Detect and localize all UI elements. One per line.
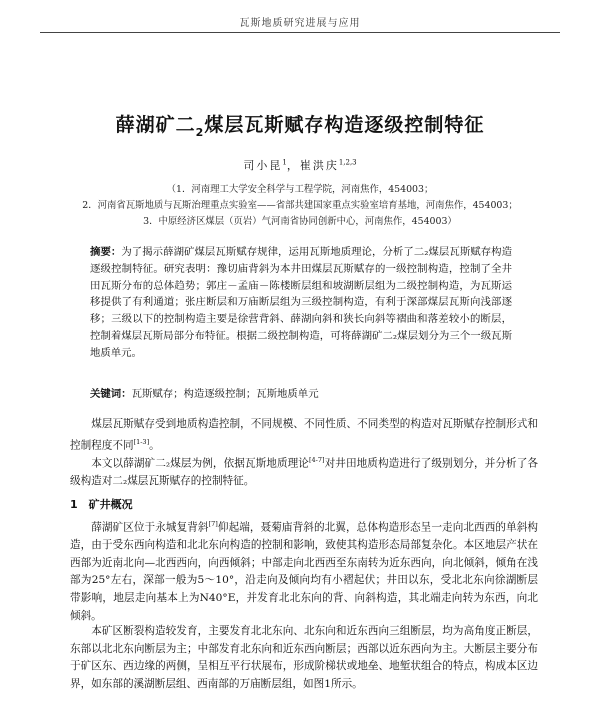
- authors: [40, 157, 560, 173]
- affiliation-3: 3．中原经济区煤层（页岩）气河南省协同创新中心，河南焦作，454003）: [143, 216, 457, 227]
- running-head: 瓦斯地质研究进展与应用: [239, 18, 361, 29]
- author-1: 司小昆: [243, 159, 283, 172]
- s1-p1-text: 薛湖矿区位于永城复背斜: [91, 521, 209, 534]
- title-main: 薛湖矿二: [115, 114, 196, 136]
- citation: [4-7]: [308, 456, 325, 464]
- section-heading: 1 矿井概况: [70, 498, 133, 511]
- abstract-label: 摘要：: [90, 246, 122, 258]
- abstract: [90, 244, 512, 362]
- title-rest: 煤层瓦斯赋存构造逐级控制特征: [204, 114, 485, 136]
- intro-paragraph-2: [70, 452, 538, 491]
- keywords-text: 瓦斯赋存；构造逐级控制；瓦斯地质单元: [131, 388, 319, 400]
- section1-paragraph-1: [70, 516, 538, 625]
- s1-p1-end: 仰起端，聂菊庙背斜的北翼，总体构造形态呈一走向北西西的单斜构造，由于受东西向构造和北北东向构造的控制和影响，致使其构造形态局部复杂化。本区地层产状在西部为近南北向—北西西向，向西倾斜；中部走向北西西至东南转为近东西向，向北倾斜，倾角在浅部为25°左右，深部一般为5～10°，沿走向及倾向均有小褶起伏；井田以东，受北北东向徐湖断层带影响，地层走向基本上为N40°E，并发育北北东向的背、向斜构造，其北端走向转为东西，向北倾斜。: [70, 521, 539, 622]
- intro-p1-text: 煤层瓦斯赋存受到地质构造控制，不同规模、不同性质、不同类型的构造对瓦斯赋存控制形式和控制程度不同: [70, 418, 538, 452]
- author-2: 崔洪庆: [299, 159, 339, 172]
- title-subscript: 2: [195, 125, 205, 139]
- intro-p1-end: 。: [149, 439, 160, 452]
- intro-paragraph-1: [70, 416, 538, 455]
- intro-p2-end: 对井田地质构造进行了级别划分，并分析了各级构造对二₂煤层瓦斯赋存的控制特征。: [70, 457, 538, 488]
- author-separator: ，: [286, 159, 300, 172]
- author-2-affil: 1,2,3: [338, 158, 357, 167]
- citation: [1-3]: [133, 437, 150, 446]
- affiliation-1: （1．河南理工大学安全科学与工程学院，河南焦作，454003；: [166, 184, 434, 195]
- affiliation-2: 2．河南省瓦斯地质与瓦斯治理重点实验室——省部共建国家重点实验室培育基地，河南焦作，454003；: [82, 200, 518, 211]
- author-1-affil: 1: [282, 158, 287, 167]
- paper-title: [40, 110, 560, 139]
- intro-p2-text: 本文以薛湖矿二₂煤层为例，依据瓦斯地质理论: [91, 457, 309, 470]
- header-rule: [40, 32, 560, 33]
- abstract-text: 为了揭示薛湖矿煤层瓦斯赋存规律，运用瓦斯地质理论，分析了二₂煤层瓦斯赋存构造逐级控制特征。研究表明：豫切庙背斜为本井田煤层瓦斯赋存的一级控制构造，控制了全井田瓦斯分布的总体趋势；郭庄－孟庙－陈楼断层组和坡湖断层组为二级控制构造，为瓦斯运移提供了有利通道；张庄断层和万庙断层组为三级控制构造，有利于深部煤层瓦斯向浅部逐移；三级以下的控制构造主要是徐营背斜、薛湖向斜和狭长向斜等褶曲和落差较小的断层，控制着煤层瓦斯局部分布特征。根据二级控制构造，可将薛湖矿二₂煤层划分为三个一级瓦斯地质单元。: [90, 246, 512, 359]
- keywords: [90, 385, 512, 400]
- citation: [7]: [208, 520, 218, 528]
- keywords-label: 关键词：: [90, 388, 132, 400]
- section1-paragraph-2: 本矿区断裂构造较发育，主要发育北北东向、北东向和近东西向三组断层，均为高角度正断层，东部以北北东向断层为主；中部发育北东向和近东西向断层；西部以近东西向为主。大断层主要分布于矿区东、西边缘的两侧，呈相互平行状展布，形成阶梯状或地垒、地堑状组合的特点，构成本区边界，如东部的溪湖断层组、西南部的万庙断层组，如图1所示。: [70, 625, 538, 690]
